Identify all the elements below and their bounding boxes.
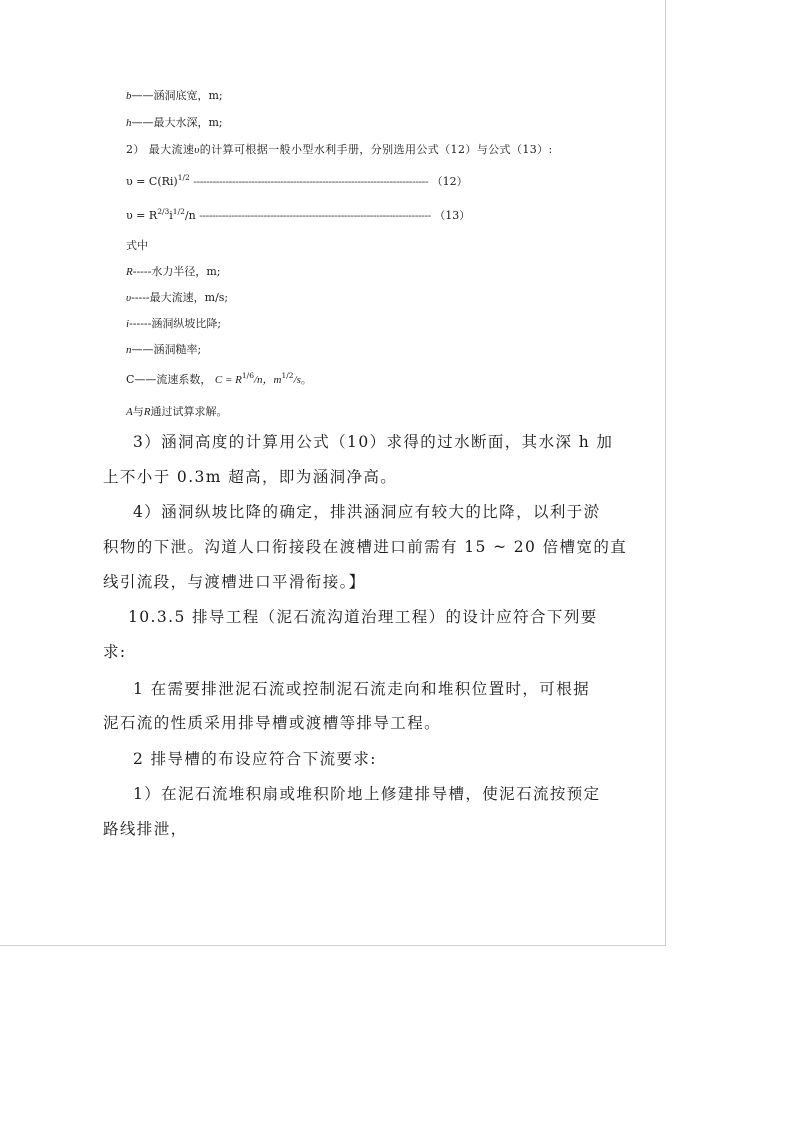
C-definition [126,371,312,387]
C-formula-unit: /s [293,374,301,386]
eq13-exp2: 1/2 [172,207,185,216]
symbol-n: n [126,344,132,356]
paragraph-4-line-2: 积物的下泄。沟道人口衔接段在渡槽进口前需有 15 ~ 20 倍槽宽的直 [103,538,628,556]
eq12-lhs: υ = C(Ri) [126,175,178,188]
A-R-note [126,403,227,419]
i-definition-text: ------涵洞纵坡比降; [129,317,222,330]
n-definition [126,341,201,357]
v-definition [126,289,228,305]
paragraph-3-line-2: 上不小于 0.3m 超高，即为涵洞净高。 [103,468,398,486]
item-2-1-line-2: 路线排泄， [103,820,188,838]
C-formula-exp2: 1/2 [281,371,294,380]
symbol-v2: υ [126,292,132,304]
b-definition-text: ——涵洞底宽，m; [131,89,223,102]
equation-12 [126,173,468,189]
C-formula-exp: 1/6 [241,371,254,380]
symbol-i: i [126,318,130,330]
eq13-rest: /n [184,209,196,222]
item-1-line-2: 泥石流的性质采用排导槽或渡槽等排导工程。 [103,714,442,732]
eq12-number: （12） [431,175,468,188]
item2-intro-pre: 2） 最大流速 [126,143,195,156]
n-definition-text: ——涵洞糙率; [131,343,202,356]
item2-intro-post: 的计算可根据一般小型水利手册，分别选用公式（12）与公式（13）: [199,143,553,156]
A-R-note-text: 通过试算求解。 [150,405,228,418]
i-definition [126,315,221,331]
b-definition [126,87,223,103]
C-formula-rest: /n，m [253,374,282,386]
symbol-v: υ [194,144,200,156]
C-formula: C = R [214,374,242,386]
paragraph-4-line-3: 线引流段，与渡槽进口平滑衔接。】 [103,573,366,591]
symbol-R: R [126,266,133,278]
item-2: 2 排导槽的布设应符合下流要求: [133,750,377,768]
eq13-i: i [169,209,173,222]
eq13-leader: ------------------------------------------------------------------------ [199,209,431,222]
paragraph-4-line-1: 4）涵洞纵坡比降的确定，排洪涵洞应有较大的比降，以利于淤 [133,503,601,521]
where-label: 式中 [126,239,148,252]
item-2-1-line-1: 1）在泥石流堆积扇或堆积阶地上修建排导槽，使泥石流按预定 [133,785,601,803]
symbol-A: A [126,406,133,418]
A-R-note-mid: 与 [132,405,144,418]
C-formula-end: 。 [300,373,312,386]
v-definition-text: -----最大流速，m/s; [131,291,229,304]
symbol-b: b [126,90,132,102]
h-definition-text: ——最大水深，m; [131,116,223,129]
equation-13 [126,207,470,223]
paragraph-3-line-1: 3）涵洞高度的计算用公式（10）求得的过水断面，其水深 h 加 [133,433,614,451]
eq12-leader: ------------------------------------------------------------------------- [193,175,429,188]
eq13-number: （13） [434,209,471,222]
item-1-line-1: 1 在需要排泄泥石流或控制泥石流走向和堆积位置时，可根据 [133,680,590,698]
C-definition-text: ——流速系数， [134,373,212,386]
item2-intro [126,141,553,157]
R-definition [126,263,220,279]
section-10-3-5-line-1: 10.3.5 排导工程（泥石流沟道治理工程）的设计应符合下列要 [128,608,598,626]
eq12-exponent: 1/2 [177,173,190,182]
symbol-h: h [126,117,132,129]
h-definition [126,114,223,130]
symbol-C: C [126,373,135,386]
eq13-exp1: 2/3 [157,207,170,216]
section-10-3-5-line-2: 求: [103,643,127,661]
symbol-R2: R [143,406,151,418]
eq13-lhs: υ = R [126,209,158,222]
R-definition-text: -----水力半径，m; [132,265,221,278]
